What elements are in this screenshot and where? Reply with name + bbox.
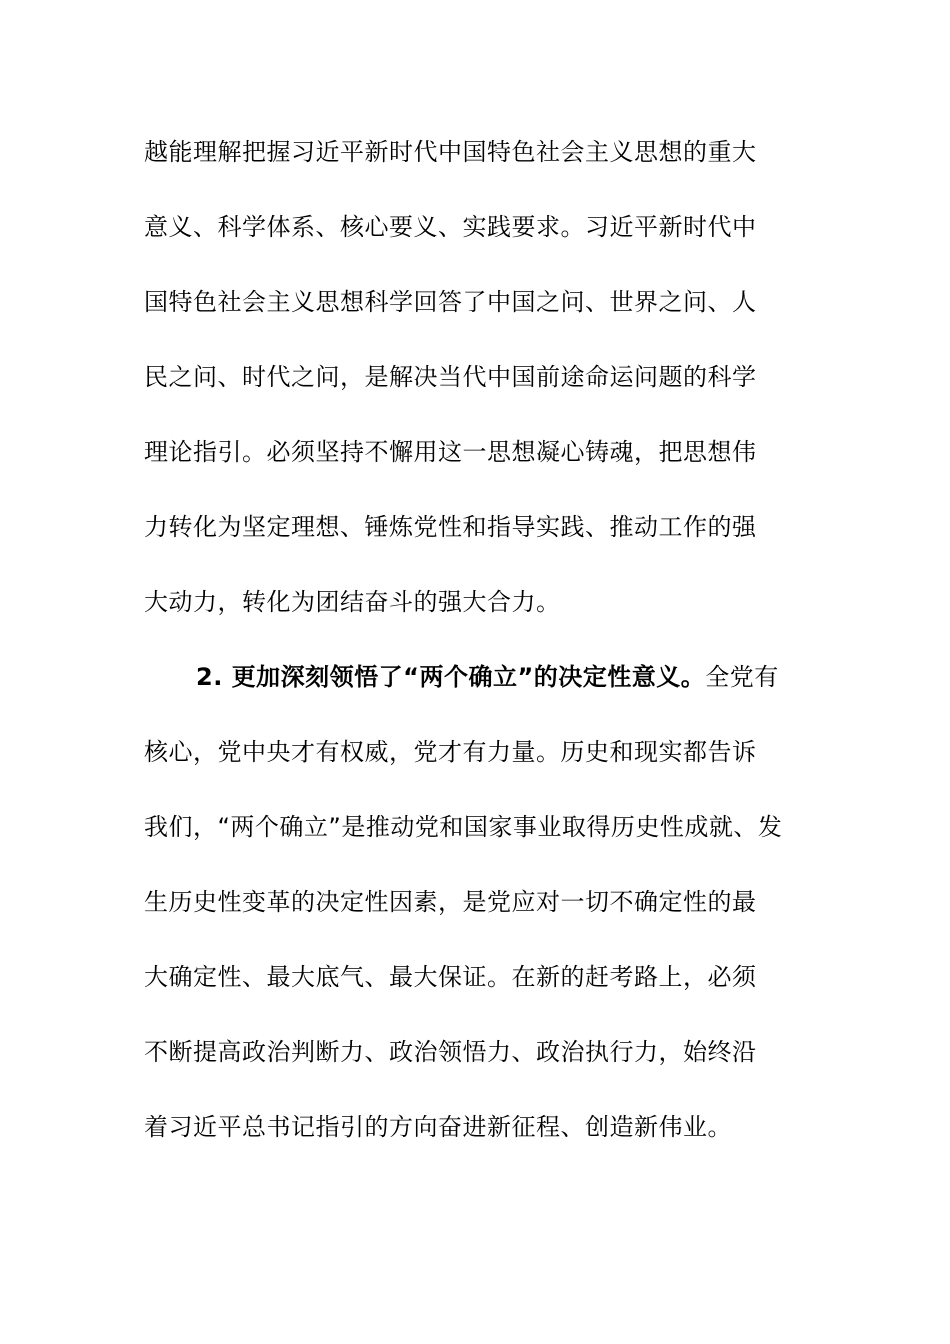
text-line-first [144,655,806,730]
text-line: 核心，党中央才有权威，党才有力量。历史和现实都告诉 [144,738,757,766]
text-line: 生历史性变革的决定性因素，是党应对一切不确定性的最 [144,888,757,916]
section-heading: 2. 更加深刻领悟了“两个确立”的决定性意义。 [196,663,706,691]
text-line: 力转化为坚定理想、锤炼党性和指导实践、推动工作的强 [144,513,757,541]
text-line: 着习近平总书记指引的方向奋进新征程、创造新伟业。 [144,1113,732,1141]
paragraph-2 [144,655,806,1180]
text-line: 国特色社会主义思想科学回答了中国之问、世界之问、人 [144,288,757,316]
text-line: 我们，“两个确立”是推动党和国家事业取得历史性成就、发 [144,813,783,841]
paragraph-1 [144,130,806,655]
text-line: 不断提高政治判断力、政治领悟力、政治执行力，始终沿 [144,1038,757,1066]
text-line-rest: 全党有 [705,663,779,691]
text-line: 意义、科学体系、核心要义、实践要求。习近平新时代中 [144,213,757,241]
text-line: 大确定性、最大底气、最大保证。在新的赶考路上，必须 [144,963,757,991]
text-line: 理论指引。必须坚持不懈用这一思想凝心铸魂，把思想伟 [144,438,757,466]
text-line: 越能理解把握习近平新时代中国特色社会主义思想的重大 [144,138,757,166]
text-line: 大动力，转化为团结奋斗的强大合力。 [144,588,561,616]
text-line: 民之问、时代之问，是解决当代中国前途命运问题的科学 [144,363,757,391]
